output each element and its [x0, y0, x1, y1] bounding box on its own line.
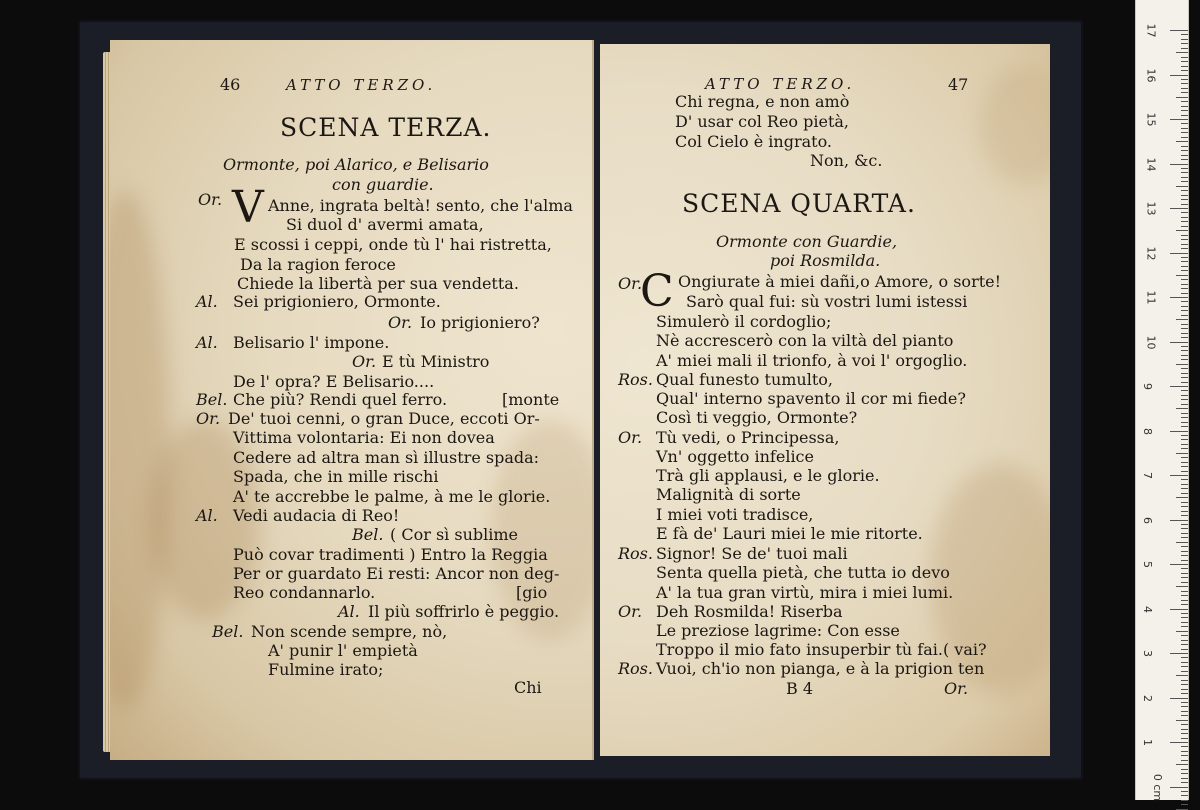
ruler-tick	[1170, 698, 1188, 699]
ruler-tick	[1181, 359, 1188, 360]
ruler-tick	[1170, 742, 1188, 743]
ruler-tick	[1181, 257, 1188, 258]
ruler-tick	[1181, 711, 1188, 712]
ruler-tick	[1170, 297, 1188, 298]
ruler-tick	[1181, 172, 1188, 173]
ruler-tick	[1176, 453, 1188, 454]
ruler-tick	[1181, 426, 1188, 427]
ruler-tick	[1181, 435, 1188, 436]
ruler-tick	[1181, 315, 1188, 316]
scene-title: SCENA QUARTA.	[682, 189, 916, 218]
ruler-number: 8	[1141, 427, 1154, 435]
speaker: Ros.	[618, 659, 653, 678]
ruler-tick	[1181, 702, 1188, 703]
ruler-tick	[1181, 350, 1188, 351]
verse-line: Cedere ad altra man sì illustre spada:	[233, 448, 540, 467]
verse-line: [monte	[502, 390, 560, 409]
ruler-tick	[1181, 471, 1188, 472]
ruler-tick	[1181, 479, 1188, 480]
verse-line: De' tuoi cenni, o gran Duce, eccoti Or-	[228, 409, 540, 428]
verse-line: [gio	[516, 583, 548, 602]
verse-line: Per or guardato Ei resti: Ancor non deg-	[233, 564, 560, 583]
ruler-tick	[1181, 382, 1188, 383]
verse-line: Trà gli applausi, e le glorie.	[656, 466, 880, 485]
ruler-tick	[1181, 34, 1188, 35]
verse-line: Qual' interno spavento il cor mi fiede?	[656, 389, 966, 408]
ruler-tick	[1181, 746, 1188, 747]
ruler-tick	[1181, 235, 1188, 236]
ruler-tick	[1181, 168, 1188, 169]
ruler-number: 3	[1141, 650, 1154, 657]
ruler-tick	[1176, 631, 1188, 632]
ruler-tick	[1181, 43, 1188, 44]
ruler-tick	[1181, 795, 1188, 796]
ruler-tick	[1181, 537, 1188, 538]
ruler-tick	[1181, 155, 1188, 156]
ruler-tick	[1176, 141, 1188, 142]
ruler-tick	[1181, 689, 1188, 690]
ruler-tick	[1181, 195, 1188, 196]
ruler-tick	[1181, 270, 1188, 271]
ruler-tick	[1181, 773, 1188, 774]
ruler-tick	[1181, 368, 1188, 369]
ruler-tick	[1181, 635, 1188, 636]
speaker: Al.	[196, 292, 218, 311]
ruler-tick	[1181, 524, 1188, 525]
verse-line: Vedi audacia di Reo!	[233, 506, 400, 525]
ruler-tick	[1176, 230, 1188, 231]
ruler-tick	[1181, 181, 1188, 182]
ruler-tick	[1181, 301, 1188, 302]
stage-direction: Ormonte, poi Alarico, e Belisario	[223, 155, 489, 174]
ruler-tick	[1181, 640, 1188, 641]
ruler-tick	[1170, 653, 1188, 654]
ruler-tick	[1176, 52, 1188, 53]
ruler-tick	[1181, 83, 1188, 84]
ruler-number: 11	[1144, 290, 1158, 305]
ruler-tick	[1181, 782, 1188, 783]
ruler-tick	[1181, 106, 1188, 107]
ruler-tick	[1181, 729, 1188, 730]
ruler-tick	[1170, 208, 1188, 209]
ruler-tick	[1181, 769, 1188, 770]
ruler-tick	[1181, 462, 1188, 463]
ruler-tick	[1181, 306, 1188, 307]
verse-line: I miei voti tradisce,	[656, 505, 814, 524]
speaker: Or.	[618, 428, 643, 447]
ruler-number: 14	[1144, 157, 1158, 171]
verse-line: Spada, che in mille rischi	[233, 467, 439, 486]
ruler-tick	[1181, 79, 1188, 80]
verse-line: Chiede la libertà per sua vendetta.	[237, 274, 519, 293]
ruler-tick	[1181, 457, 1188, 458]
ruler-tick	[1181, 128, 1188, 129]
verse-line: Belisario l' impone.	[233, 333, 390, 352]
ruler-tick	[1181, 488, 1188, 489]
verse-line: Tù vedi, o Principessa,	[656, 428, 840, 447]
verse-line: Deh Rosmilda! Riserba	[656, 602, 843, 621]
speaker: Or.	[388, 313, 413, 332]
ruler-tick	[1181, 778, 1188, 779]
scene-title: SCENA TERZA.	[280, 113, 492, 142]
ruler-number: 2	[1141, 694, 1154, 702]
ruler-tick	[1181, 515, 1188, 516]
stain	[110, 190, 170, 710]
verse-line: Nè accrescerò con la viltà del pianto	[656, 331, 954, 350]
ruler-tick	[1181, 755, 1188, 756]
verse-line: Sarò qual fui: sù vostri lumi istessi	[686, 292, 968, 311]
ruler-tick	[1181, 622, 1188, 623]
ruler-tick	[1181, 506, 1188, 507]
ruler-tick	[1181, 466, 1188, 467]
ruler-tick	[1181, 706, 1188, 707]
ruler-tick	[1181, 626, 1188, 627]
ruler-tick	[1170, 164, 1188, 165]
ruler-tick	[1181, 288, 1188, 289]
verse-line: A' te accrebbe le palme, à me le glorie.	[233, 487, 551, 506]
verse-line: Simulerò il cordoglio;	[656, 312, 832, 331]
ruler-tick	[1181, 422, 1188, 423]
ruler-tick	[1170, 520, 1188, 521]
ruler-tick	[1176, 186, 1188, 187]
verse-line: Così ti veggio, Ormonte?	[656, 408, 858, 427]
speaker: Ros.	[618, 370, 653, 389]
ruler-tick	[1181, 48, 1188, 49]
ruler-tick	[1181, 649, 1188, 650]
ruler-tick	[1176, 364, 1188, 365]
ruler-tick	[1181, 226, 1188, 227]
ruler-tick	[1181, 604, 1188, 605]
speaker: Or.	[198, 190, 223, 209]
ruler-tick	[1181, 57, 1188, 58]
ruler-tick	[1181, 395, 1188, 396]
speaker: Or.	[196, 409, 221, 428]
ruler-number: 6	[1141, 516, 1154, 524]
ruler-tick	[1181, 666, 1188, 667]
ruler-tick	[1181, 511, 1188, 512]
verse-line: Può covar tradimenti ) Entro la Reggia	[233, 545, 548, 564]
page-number: 46	[220, 75, 241, 94]
ruler-tick	[1170, 342, 1188, 343]
verse-line: E tù Ministro	[382, 352, 490, 371]
ruler-tick	[1181, 244, 1188, 245]
ruler-tick	[1181, 613, 1188, 614]
ruler-tick	[1181, 560, 1188, 561]
drop-cap: C	[640, 266, 674, 317]
page-number: 47	[948, 75, 969, 94]
ruler-tick	[1181, 293, 1188, 294]
ruler-tick	[1181, 39, 1188, 40]
ruler-tick	[1181, 502, 1188, 503]
catchword: Chi	[514, 678, 542, 697]
speaker: Bel.	[212, 622, 244, 641]
ruler-tick	[1181, 617, 1188, 618]
ruler-tick	[1181, 390, 1188, 391]
ruler-tick	[1181, 484, 1188, 485]
ruler-tick	[1181, 591, 1188, 592]
verse-line: Anne, ingrata beltà! sento, che l'alma	[268, 196, 573, 215]
ruler-number: 12	[1144, 246, 1158, 260]
ruler-tick	[1181, 657, 1188, 658]
ruler-tick	[1181, 101, 1188, 102]
speaker: Al.	[196, 333, 218, 352]
ruler-tick	[1181, 61, 1188, 62]
verse-line: Col Cielo è ingrato.	[675, 132, 833, 151]
verse-line: Si duol d' avermi amata,	[286, 215, 484, 234]
ruler-tick	[1176, 586, 1188, 587]
ruler-tick	[1170, 475, 1188, 476]
verse-line: Vittima volontaria: Ei non dovea	[233, 428, 495, 447]
ruler-tick	[1181, 324, 1188, 325]
speaker: Or.	[618, 602, 643, 621]
ruler-tick	[1181, 738, 1188, 739]
verse-line: Il più soffrirlo è peggio.	[368, 602, 560, 621]
ruler-tick	[1181, 266, 1188, 267]
ruler-tick	[1176, 408, 1188, 409]
ruler-tick	[1181, 577, 1188, 578]
ruler-number: 5	[1141, 561, 1154, 568]
ruler-tick	[1181, 110, 1188, 111]
ruler-tick	[1181, 555, 1188, 556]
ruler-tick	[1181, 70, 1188, 71]
left-page	[110, 40, 594, 760]
ruler-tick	[1181, 399, 1188, 400]
ruler-tick	[1181, 724, 1188, 725]
ruler-tick	[1181, 693, 1188, 694]
catchword: Or.	[944, 679, 969, 698]
ruler-tick	[1181, 680, 1188, 681]
ruler-tick	[1181, 791, 1188, 792]
ruler-tick	[1170, 787, 1188, 788]
ruler-tick	[1181, 413, 1188, 414]
ruler-tick	[1181, 551, 1188, 552]
ruler-tick	[1181, 448, 1188, 449]
ruler-tick	[1181, 310, 1188, 311]
running-head: ATTO TERZO.	[705, 75, 856, 93]
ruler-tick	[1181, 404, 1188, 405]
verse-line: A' miei mali il trionfo, à voi l' orgoglio.	[656, 351, 968, 370]
speaker: Al.	[338, 602, 360, 621]
verse-line: Da la ragion feroce	[240, 255, 396, 274]
ruler-tick	[1181, 373, 1188, 374]
ruler-number: 10	[1144, 335, 1158, 349]
ruler-tick	[1181, 684, 1188, 685]
ruler-tick	[1181, 132, 1188, 133]
ruler-tick	[1181, 261, 1188, 262]
ruler-tick	[1181, 439, 1188, 440]
verse-line: De l' opra? E Belisario....	[233, 372, 435, 391]
ruler-tick	[1181, 217, 1188, 218]
verse-line: E fà de' Lauri miei le mie ritorte.	[656, 524, 923, 543]
ruler-tick	[1181, 66, 1188, 67]
speaker: Or.	[618, 274, 643, 293]
ruler-tick	[1181, 733, 1188, 734]
speaker: Or.	[352, 352, 377, 371]
ruler-tick	[1181, 444, 1188, 445]
verse-line: Reo condannarlo.	[233, 583, 376, 602]
verse-line: Non, &c.	[810, 151, 883, 170]
ruler-tick	[1181, 573, 1188, 574]
verse-line: Fulmine irato;	[268, 660, 384, 679]
verse-line: Vuoi, ch'io non pianga, e à la prigion ten	[656, 659, 985, 678]
speaker: Al.	[196, 506, 218, 525]
ruler-tick	[1181, 671, 1188, 672]
verse-line: Che più? Rendi quel ferro.	[233, 390, 448, 409]
ruler-tick	[1170, 75, 1188, 76]
ruler-tick	[1181, 595, 1188, 596]
ruler-tick	[1181, 337, 1188, 338]
stage-direction: con guardie.	[332, 175, 434, 194]
ruler-tick	[1181, 284, 1188, 285]
ruler-number: 0 cm	[1151, 773, 1165, 801]
ruler-tick	[1170, 119, 1188, 120]
ruler-tick	[1181, 582, 1188, 583]
ruler-tick	[1181, 248, 1188, 249]
ruler-tick	[1181, 177, 1188, 178]
ruler-tick	[1181, 804, 1188, 805]
ruler-tick	[1181, 528, 1188, 529]
stage-direction: Ormonte con Guardie,	[716, 232, 898, 251]
ruler-tick	[1170, 30, 1188, 31]
ruler-tick	[1176, 764, 1188, 765]
speaker: Bel.	[352, 525, 384, 544]
ruler-tick	[1181, 533, 1188, 534]
verse-line: Le preziose lagrime: Con esse	[656, 621, 900, 640]
stage-direction: poi Rosmilda.	[770, 251, 881, 270]
verse-line: Ongiurate à miei dañi,o Amore, o sorte!	[678, 272, 1002, 291]
ruler-tick	[1181, 199, 1188, 200]
verse-line: ( Cor sì sublime	[390, 525, 518, 544]
ruler-tick	[1181, 346, 1188, 347]
ruler-tick	[1176, 720, 1188, 721]
ruler-tick	[1181, 751, 1188, 752]
ruler-tick	[1176, 542, 1188, 543]
ruler-tick	[1181, 279, 1188, 280]
ruler-tick	[1181, 493, 1188, 494]
verse-line: Vn' oggetto infelice	[656, 447, 814, 466]
ruler-number: 13	[1144, 201, 1158, 216]
verse-line: A' punir l' empietà	[268, 641, 418, 660]
ruler-number: 9	[1141, 383, 1154, 390]
signature-mark: B 4	[786, 679, 814, 698]
ruler-tick	[1170, 609, 1188, 610]
ruler-tick	[1181, 159, 1188, 160]
ruler-tick	[1181, 600, 1188, 601]
ruler-number: 16	[1144, 68, 1158, 82]
speaker: Ros.	[618, 544, 653, 563]
ruler-tick	[1181, 715, 1188, 716]
ruler-number: 4	[1141, 605, 1154, 613]
ruler-number: 1	[1141, 739, 1154, 746]
ruler-number: 7	[1141, 472, 1154, 479]
measuring-ruler	[1135, 0, 1189, 800]
verse-line: Signor! Se de' tuoi mali	[656, 544, 848, 563]
ruler-tick	[1181, 333, 1188, 334]
ruler-tick	[1181, 377, 1188, 378]
ruler-tick	[1181, 221, 1188, 222]
ruler-tick	[1170, 253, 1188, 254]
verse-line: Io prigioniero?	[420, 313, 540, 332]
ruler-tick	[1181, 760, 1188, 761]
ruler-tick	[1181, 204, 1188, 205]
ruler-tick	[1181, 644, 1188, 645]
ruler-tick	[1176, 275, 1188, 276]
verse-line: A' la tua gran virtù, mira i miei lumi.	[656, 583, 954, 602]
verse-line: Malignità di sorte	[656, 485, 801, 504]
ruler-tick	[1181, 212, 1188, 213]
stain	[980, 64, 1050, 184]
ruler-tick	[1181, 190, 1188, 191]
verse-line: D' usar col Reo pietà,	[675, 112, 850, 131]
ruler-tick	[1176, 319, 1188, 320]
ruler-tick	[1170, 386, 1188, 387]
ruler-tick	[1181, 123, 1188, 124]
ruler-tick	[1181, 115, 1188, 116]
ruler-number: 15	[1144, 112, 1158, 127]
ruler-tick	[1181, 88, 1188, 89]
verse-line: Non scende sempre, nò,	[251, 622, 448, 641]
ruler-tick	[1181, 137, 1188, 138]
running-head: ATTO TERZO.	[286, 76, 437, 94]
ruler-tick	[1181, 239, 1188, 240]
ruler-tick	[1181, 417, 1188, 418]
ruler-tick	[1176, 97, 1188, 98]
verse-line: Chi regna, e non amò	[675, 92, 850, 111]
ruler-tick	[1181, 146, 1188, 147]
ruler-number: 17	[1144, 23, 1158, 38]
verse-line: Troppo il mio fato insuperbir tù fai.( vai?	[656, 640, 987, 659]
ruler-tick	[1176, 497, 1188, 498]
drop-cap: V	[232, 182, 264, 233]
right-page	[600, 44, 1050, 756]
verse-line: Qual funesto tumulto,	[656, 370, 833, 389]
ruler-tick	[1181, 568, 1188, 569]
ruler-tick	[1181, 662, 1188, 663]
ruler-tick	[1181, 150, 1188, 151]
ruler-tick	[1181, 546, 1188, 547]
ruler-tick	[1170, 564, 1188, 565]
ruler-tick	[1176, 675, 1188, 676]
ruler-tick	[1181, 355, 1188, 356]
verse-line: Senta quella pietà, che tutta io devo	[656, 563, 950, 582]
verse-line: E scossi i ceppi, onde tù l' hai ristretta,	[234, 235, 552, 254]
verse-line: Sei prigioniero, Ormonte.	[233, 292, 441, 311]
ruler-tick	[1170, 431, 1188, 432]
ruler-tick	[1181, 92, 1188, 93]
ruler-tick	[1181, 328, 1188, 329]
speaker: Bel.	[196, 390, 228, 409]
